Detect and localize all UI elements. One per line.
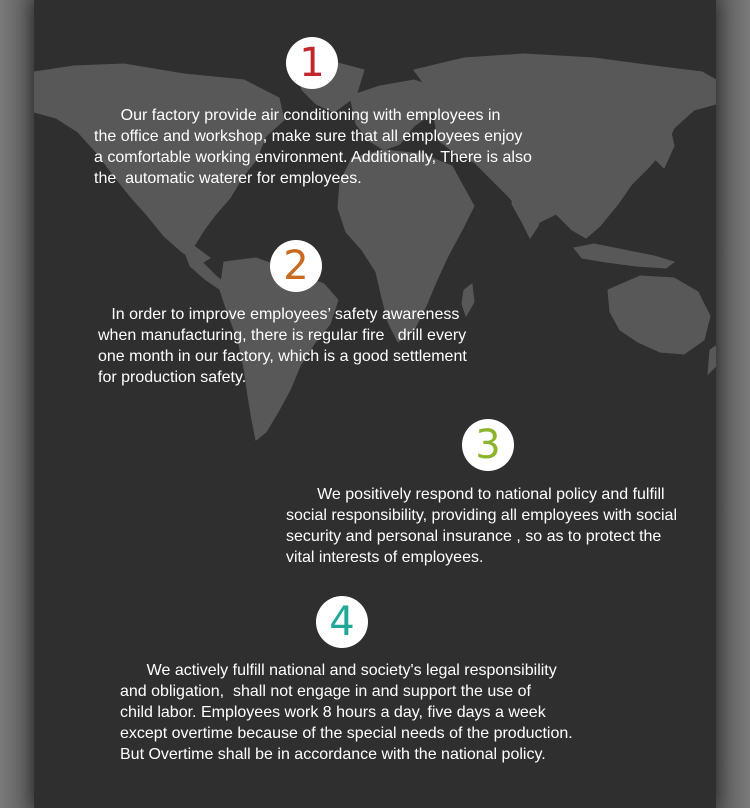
step-number-4: 4 [329,599,355,645]
text-line: the automatic waterer for employees. [94,170,362,187]
step-number-2: 2 [283,243,309,289]
map-indonesia [574,244,674,268]
text-line: one month in our factory, which is a good settlement [98,348,467,365]
text-line: In order to improve employees’ safety awareness [98,306,460,323]
text-line: But Overtime shall be in accordance with the national policy. [120,746,546,763]
text-line: vital interests of employees. [286,549,484,566]
step-number-3: 3 [475,422,501,468]
text-line: security and personal insurance , so as to protect the [286,528,662,545]
step-2-text [98,304,467,388]
text-line: We actively fulfill national and society's legal responsibility [120,662,557,679]
step-number-2-circle [270,240,322,292]
map-australia [608,276,710,354]
text-line: a comfortable working environment. Additionally, There is also [94,149,532,166]
step-4-text [120,660,573,765]
text-line: and obligation, shall not engage in and support the use of [120,683,531,700]
step-number-4-circle [316,596,368,648]
text-line: when manufacturing, there is regular fire drill every [98,327,467,344]
step-number-1-circle [286,37,338,89]
text-line: child labor. Employees work 8 hours a day, five days a week [120,704,546,721]
step-number-3-circle [462,419,514,471]
step-number-1: 1 [299,40,325,86]
text-line: for production safety. [98,369,247,386]
text-line: the office and workshop, make sure that all employees enjoy [94,128,523,145]
text-line: Our factory provide air conditioning with employees in [94,107,501,124]
text-line: except overtime because of the special needs of the production. [120,725,573,742]
text-line: social responsibility, providing all employees with social [286,507,677,524]
text-line: We positively respond to national policy and fulfill [286,486,665,503]
step-3-text [286,484,677,568]
map-new-zealand [708,346,716,374]
step-1-text [94,105,532,189]
content-panel [34,0,716,808]
